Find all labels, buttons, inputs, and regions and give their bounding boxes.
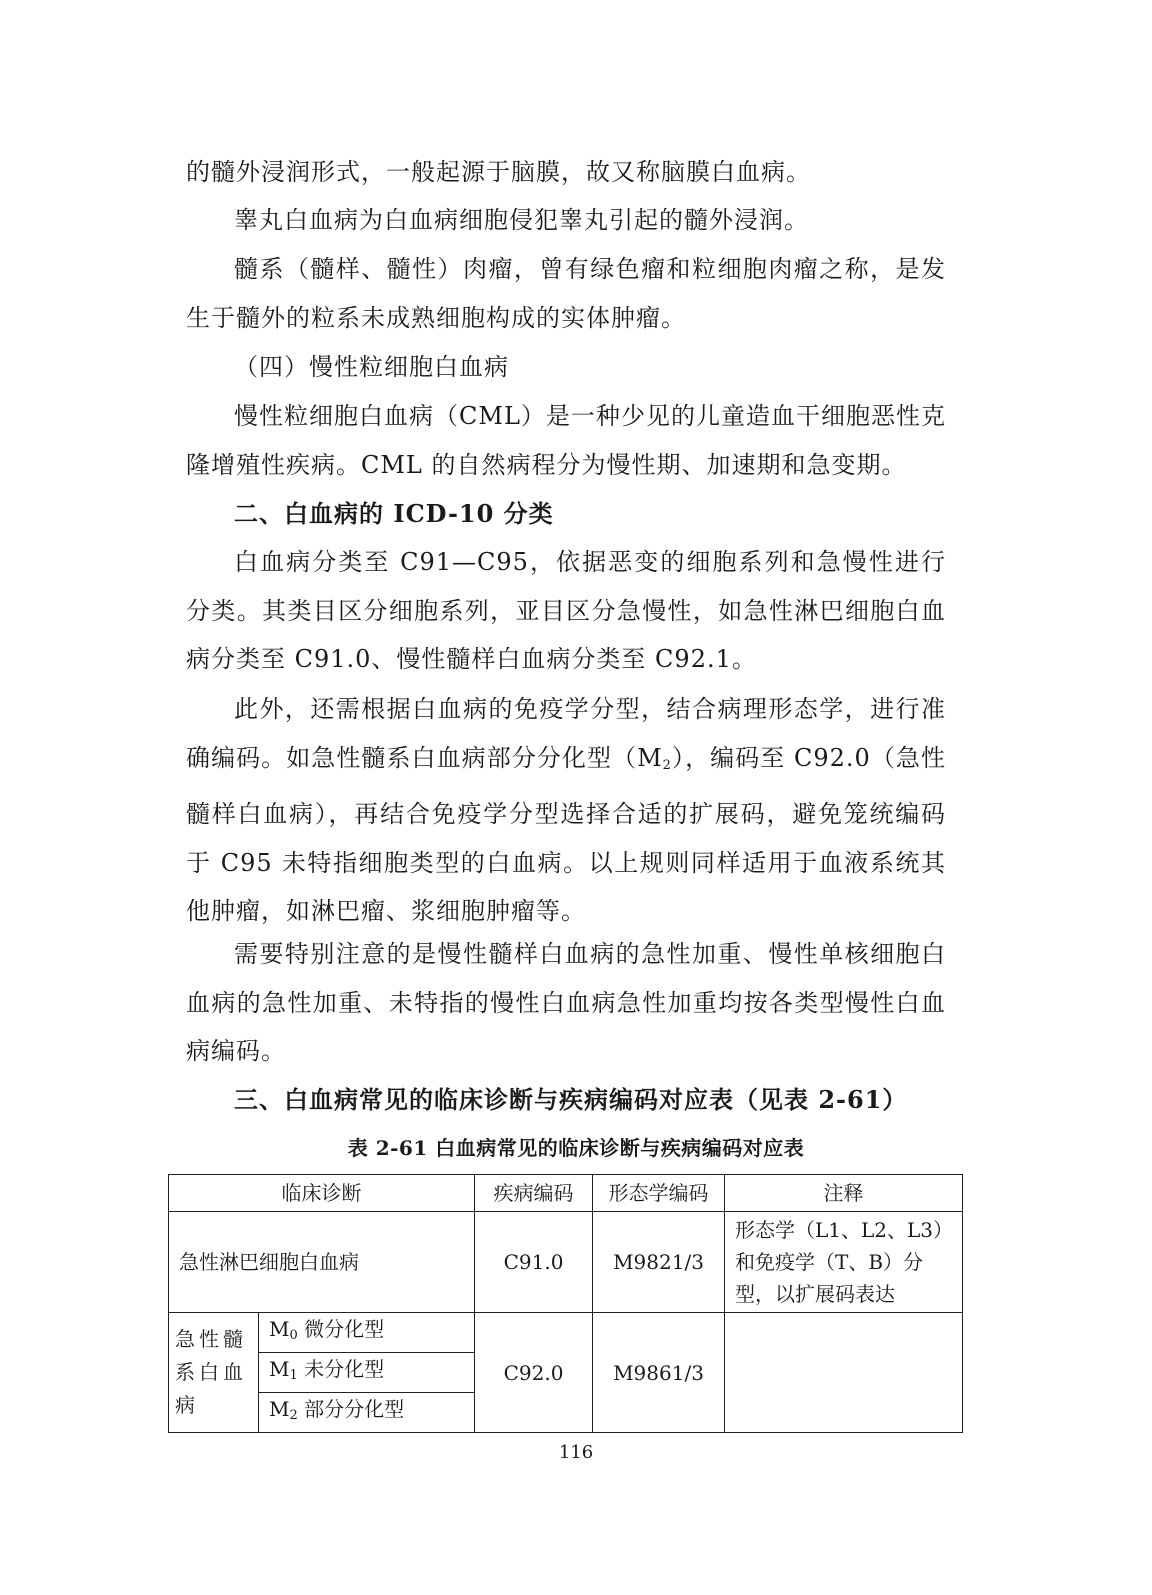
subtype-cell bbox=[259, 1353, 475, 1393]
diagnosis-code-table bbox=[168, 1174, 963, 1433]
paragraph: 髓系（髓样、髓性）肉瘤，曾有绿色瘤和粒细胞肉瘤之称，是发生于髓外的粒系未成熟细胞构成的实体肿瘤。 bbox=[186, 255, 946, 332]
paragraph bbox=[186, 685, 946, 936]
code-cell: C91.0 bbox=[475, 1212, 593, 1313]
table-row bbox=[169, 1212, 963, 1313]
column-header: 疾病编码 bbox=[475, 1175, 593, 1212]
table-row bbox=[169, 1313, 963, 1353]
paragraph: 的髓外浸润形式，一般起源于脑膜，故又称脑膜白血病。 bbox=[186, 158, 811, 186]
column-header: 临床诊断 bbox=[169, 1175, 475, 1212]
note-cell: 形态学（L1、L2、L3）和免疫学（T、B）分型，以扩展码表达 bbox=[725, 1212, 963, 1313]
subtype-label: 微分化型 bbox=[304, 1317, 385, 1341]
column-header: 形态学编码 bbox=[593, 1175, 725, 1212]
section-heading: 二、白血病的 ICD-10 分类 bbox=[234, 499, 554, 528]
column-header: 注释 bbox=[725, 1175, 963, 1212]
morph-code-cell: M9821/3 bbox=[593, 1212, 725, 1313]
subtype-m: M bbox=[269, 1317, 290, 1341]
subtype-m: M bbox=[269, 1357, 290, 1381]
subtype-cell bbox=[259, 1313, 475, 1353]
section-heading: 三、白血病常见的临床诊断与疾病编码对应表（见表 2-61） bbox=[234, 1085, 908, 1114]
page-number: 116 bbox=[558, 1442, 594, 1463]
text-run: ），编码至 C92.0（急性髓样白血病），再结合免疫学分型选择合适的扩展码，避免笼统编码于 C95 未特指细胞类型的白血病。以上规则同样适用于血液系统其他肿瘤，如淋巴瘤、浆细胞肿瘤等。 bbox=[186, 743, 946, 925]
subsection-heading: （四）慢性粒细胞白血病 bbox=[234, 353, 509, 381]
table-header-row bbox=[169, 1175, 963, 1212]
subscript: 1 bbox=[289, 1368, 298, 1383]
paragraph: 白血病分类至 C91—C95，依据恶变的细胞系列和急慢性进行分类。其类目区分细胞系列，亚目区分急慢性，如急性淋巴细胞白血病分类至 C91.0、慢性髓样白血病分类至 C92.1。 bbox=[186, 548, 946, 673]
subtype-m: M bbox=[269, 1397, 290, 1421]
paragraph: 睾丸白血病为白血病细胞侵犯睾丸引起的髓外浸润。 bbox=[234, 206, 809, 234]
subscript: 2 bbox=[289, 1408, 298, 1423]
morph-code-cell: M9861/3 bbox=[593, 1313, 725, 1433]
text-run: 此外，还需根据白血病的免疫学分型，结合病理形态学，进行准确编码。如急性髓系白血病部分分化型（M bbox=[186, 695, 946, 772]
paragraph: 慢性粒细胞白血病（CML）是一种少见的儿童造血干细胞恶性克隆增殖性疾病。CML 的自然病程分为慢性期、加速期和急变期。 bbox=[186, 402, 946, 479]
paragraph: 需要特别注意的是慢性髓样白血病的急性加重、慢性单核细胞白血病的急性加重、未特指的慢性白血病急性加重均按各类型慢性白血病编码。 bbox=[186, 940, 946, 1065]
table-caption: 表 2-61 白血病常见的临床诊断与疾病编码对应表 bbox=[347, 1136, 805, 1160]
group-cell: 急性髓系白血病 bbox=[169, 1313, 259, 1433]
code-cell: C92.0 bbox=[475, 1313, 593, 1433]
subtype-label: 部分分化型 bbox=[304, 1397, 405, 1421]
subscript: 2 bbox=[662, 757, 672, 773]
note-cell bbox=[725, 1313, 963, 1433]
subtype-label: 未分化型 bbox=[304, 1357, 385, 1381]
subtype-cell bbox=[259, 1393, 475, 1433]
subscript: 0 bbox=[289, 1328, 298, 1343]
diagnosis-cell: 急性淋巴细胞白血病 bbox=[169, 1212, 475, 1313]
